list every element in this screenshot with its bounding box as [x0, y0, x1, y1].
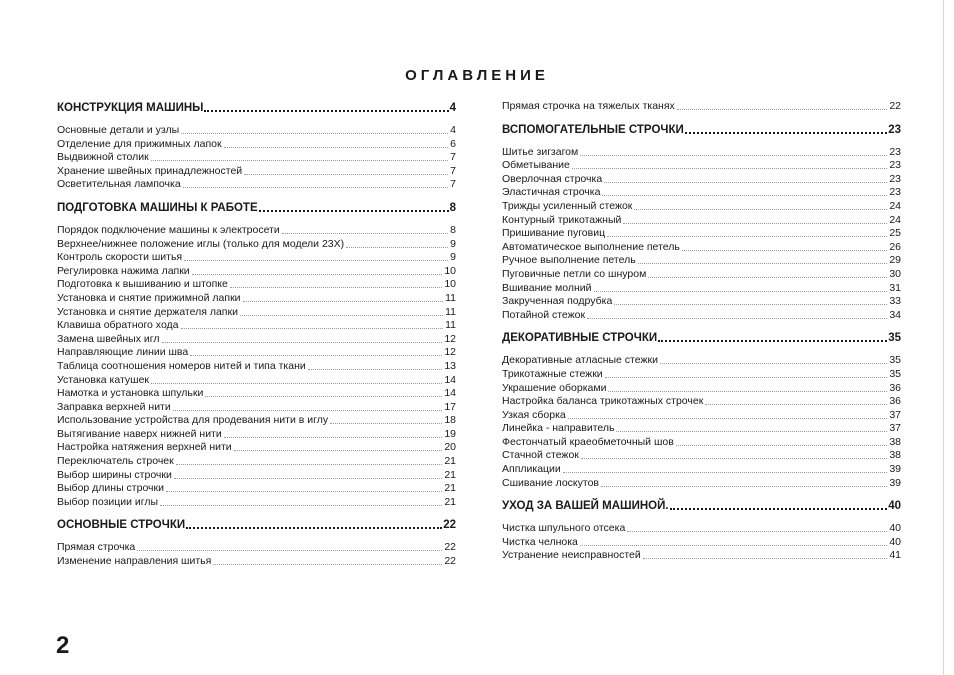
- toc-entry-page: 31: [889, 281, 901, 294]
- toc-entry-page: 6: [450, 137, 456, 150]
- toc-entry-page: 18: [444, 414, 456, 427]
- toc-entry-title: Декоративные атласные стежки: [502, 354, 658, 367]
- toc-entry[interactable]: [57, 360, 456, 374]
- toc-entry-page: 25: [889, 227, 901, 240]
- toc-entry-title: Трикотажные стежки: [502, 367, 603, 380]
- toc-entry-page: 14: [444, 373, 456, 386]
- dot-leader: [234, 441, 443, 451]
- toc-entry-page: 8: [450, 223, 456, 236]
- section-heading-title: ПОДГОТОВКА МАШИНЫ К РАБОТЕ: [57, 201, 258, 214]
- dot-leader: [676, 436, 888, 446]
- toc-entry-page: 11: [445, 291, 456, 304]
- toc-section: [57, 100, 456, 192]
- toc-entry[interactable]: [502, 522, 901, 536]
- toc-entry-title: Узкая сборка: [502, 408, 566, 421]
- toc-entry-page: 11: [445, 305, 456, 318]
- dot-leader: [682, 241, 887, 251]
- dot-leader: [166, 482, 442, 492]
- toc-entry[interactable]: [57, 306, 456, 320]
- toc-entry-page: 39: [889, 476, 901, 489]
- toc-entry-title: Сшивание лоскутов: [502, 476, 599, 489]
- toc-section-heading[interactable]: [57, 200, 456, 216]
- toc-section-heading[interactable]: [57, 517, 456, 533]
- toc-entry-title: Украшение оборками: [502, 381, 607, 394]
- toc-section: [502, 498, 901, 563]
- toc-entry[interactable]: [502, 309, 901, 323]
- dot-leader: [643, 549, 888, 559]
- toc-entry[interactable]: [57, 278, 456, 292]
- dot-leader: [605, 368, 888, 378]
- toc-entry-title: Устранение неисправностей: [502, 549, 641, 562]
- toc-entry[interactable]: [57, 265, 456, 279]
- toc-entry-title: Порядок подключение машины к электросети: [57, 223, 280, 236]
- dot-leader: [230, 278, 442, 288]
- section-gap: [502, 322, 901, 330]
- toc-entry-title: Контроль скорости шитья: [57, 251, 183, 264]
- toc-entry-title: Верхнее/нижнее положение иглы (только для модели 23Х): [57, 237, 345, 250]
- toc-entry-page: 4: [450, 124, 456, 136]
- toc-entry-title: Шитье зигзагом: [502, 145, 579, 158]
- dot-leader: [160, 496, 442, 506]
- dot-leader: [602, 186, 887, 196]
- toc-entry[interactable]: [57, 333, 456, 347]
- toc-entry-title: Обметывание: [502, 159, 570, 172]
- toc-entry[interactable]: [57, 319, 456, 333]
- dot-leader: [240, 306, 443, 316]
- dot-leader: [587, 309, 887, 319]
- dot-leader: [151, 374, 442, 384]
- toc-entry-page: 22: [889, 100, 901, 112]
- toc-entry-page: 40: [889, 522, 901, 535]
- dot-leader: [607, 227, 887, 237]
- toc-entry[interactable]: [502, 436, 901, 450]
- toc-entry-page: 36: [889, 381, 901, 394]
- dot-leader: [580, 146, 887, 156]
- toc-entry-title: Оверлочная строчка: [502, 172, 603, 185]
- toc-section-heading[interactable]: [502, 498, 901, 514]
- toc-entry-page: 29: [889, 254, 901, 267]
- dot-leader: [243, 292, 444, 302]
- toc-entry[interactable]: [57, 387, 456, 401]
- dot-leader: [580, 536, 887, 546]
- toc-entry-title: Потайной стежок: [502, 308, 586, 321]
- toc-entry[interactable]: [57, 224, 456, 238]
- toc-entry[interactable]: [502, 549, 901, 563]
- dot-leader: [623, 214, 887, 224]
- dot-leader: [614, 295, 887, 305]
- dot-leader: [604, 173, 887, 183]
- toc-entry-title: Установка и снятие прижимной лапки: [57, 291, 241, 304]
- toc-entry-title: Отделение для прижимных лапок: [57, 137, 222, 150]
- dot-leader: [181, 319, 444, 329]
- toc-entry-page: 11: [445, 319, 456, 332]
- dot-leader: [244, 165, 448, 175]
- toc-section: [502, 330, 901, 490]
- toc-entry-page: 38: [889, 435, 901, 448]
- toc-entry-title: Установка и снятие держателя лапки: [57, 305, 238, 318]
- toc-left-column: [57, 100, 456, 569]
- toc-entry-title: Намотка и установка шпульки: [57, 387, 204, 400]
- toc-entry-page: 9: [450, 251, 456, 264]
- dot-leader: [608, 382, 887, 392]
- toc-entry[interactable]: [502, 254, 901, 268]
- dot-leader: [162, 333, 443, 343]
- section-heading-title: КОНСТРУКЦИЯ МАШИНЫ: [57, 102, 204, 114]
- dot-leader: [594, 282, 888, 292]
- dot-leader: [183, 178, 448, 188]
- dot-leader: [685, 122, 887, 134]
- dot-leader: [151, 151, 448, 161]
- toc-entry[interactable]: [502, 282, 901, 296]
- toc-entry-title: Выбор длины строчки: [57, 482, 164, 495]
- toc-entry[interactable]: [57, 251, 456, 265]
- section-heading-title: УХОД ЗА ВАШЕЙ МАШИНОЙ.: [502, 500, 669, 513]
- toc-entry-page: 38: [889, 449, 901, 462]
- toc-entry[interactable]: [502, 241, 901, 255]
- toc-entry-page: 7: [450, 164, 456, 177]
- section-gap: [57, 192, 456, 200]
- toc-entry-page: 36: [889, 395, 901, 408]
- toc-entry-title: Чистка челнока: [502, 535, 578, 548]
- toc-entry-page: 33: [889, 295, 901, 308]
- dot-leader: [190, 346, 442, 356]
- toc-entry-title: Автоматическое выполнение петель: [502, 240, 680, 253]
- dot-leader: [705, 395, 887, 405]
- toc-entry[interactable]: [57, 238, 456, 252]
- dot-leader: [174, 469, 442, 479]
- dot-leader: [184, 251, 448, 261]
- section-heading-page: 40: [888, 500, 901, 513]
- section-heading-page: 8: [449, 201, 456, 214]
- toc-entry-page: 41: [889, 549, 901, 562]
- toc-entry-title: Стачной стежок: [502, 449, 579, 462]
- toc-entry-page: 26: [889, 240, 901, 253]
- toc-entry[interactable]: [502, 159, 901, 173]
- toc-entry[interactable]: [57, 138, 456, 152]
- toc-entry-title: Таблица соотношения номеров нитей и типа ткани: [57, 359, 306, 372]
- toc-entry-title: Изменение направления шитья: [57, 555, 212, 568]
- toc-entry[interactable]: [502, 227, 901, 241]
- toc-entry[interactable]: [502, 100, 901, 114]
- toc-entry[interactable]: [502, 354, 901, 368]
- page-title: ОГЛАВЛЕНИЕ: [405, 67, 549, 84]
- toc-entry[interactable]: [57, 165, 456, 179]
- toc-entry-page: 22: [444, 555, 456, 568]
- toc-entry-title: Прямая строчка: [57, 541, 136, 554]
- dot-leader: [137, 541, 442, 551]
- toc-entry-title: Клавиша обратного хода: [57, 319, 179, 332]
- toc-entry-page: 30: [889, 267, 901, 280]
- dot-leader: [186, 517, 442, 529]
- toc-entry-title: Использование устройства для продевания нити в иглу: [57, 414, 329, 427]
- toc-entry-title: Замена швейных игл: [57, 332, 160, 345]
- toc-entry-title: Выбор позиции иглы: [57, 495, 159, 508]
- dot-leader: [259, 200, 449, 212]
- toc-entry[interactable]: [57, 178, 456, 192]
- page-number: 2: [56, 632, 70, 659]
- dot-leader: [213, 555, 442, 565]
- toc-entry[interactable]: [57, 496, 456, 510]
- toc-entry[interactable]: [57, 292, 456, 306]
- toc-entry-title: Аппликации: [502, 463, 561, 476]
- toc-entry-title: Вытягивание наверх нижней нити: [57, 427, 222, 440]
- toc-entry[interactable]: [502, 173, 901, 187]
- toc-entry-title: Вшивание молний: [502, 281, 592, 294]
- toc-entry[interactable]: [502, 382, 901, 396]
- toc-entry-title: Прямая строчка на тяжелых тканях: [502, 100, 675, 112]
- toc-entry[interactable]: [57, 555, 456, 569]
- toc-entry-title: Чистка шпульного отсека: [502, 522, 626, 535]
- toc-entry-title: Фестончатый краеобметочный шов: [502, 435, 674, 448]
- dot-leader: [176, 455, 443, 465]
- toc-entry-page: 35: [889, 354, 901, 367]
- toc-entry-page: 23: [889, 159, 901, 172]
- toc-entry-page: 24: [889, 213, 901, 226]
- section-heading-title: ВСПОМОГАТЕЛЬНЫЕ СТРОЧКИ: [502, 123, 684, 136]
- toc-entry[interactable]: [57, 151, 456, 165]
- toc-entry-page: 7: [450, 178, 456, 191]
- toc-entry-page: 17: [444, 400, 456, 413]
- section-gap: [502, 490, 901, 498]
- toc-entry-page: 40: [889, 535, 901, 548]
- toc-entry[interactable]: [502, 536, 901, 550]
- toc-entry-page: 39: [889, 463, 901, 476]
- toc-entry[interactable]: [502, 463, 901, 477]
- toc-entry-title: Контурный трикотажный: [502, 213, 622, 226]
- toc-entry[interactable]: [57, 482, 456, 496]
- page-edge-line: [943, 0, 944, 675]
- dot-leader: [204, 100, 448, 112]
- toc-entry-page: 21: [444, 468, 456, 481]
- dot-leader: [648, 268, 887, 278]
- section-heading-title: ОСНОВНЫЕ СТРОЧКИ: [57, 519, 186, 532]
- toc-entry-page: 23: [889, 172, 901, 185]
- dot-leader: [634, 200, 887, 210]
- toc-entry[interactable]: [57, 441, 456, 455]
- toc-entry-page: 10: [444, 278, 456, 291]
- toc-entry-page: 37: [889, 422, 901, 435]
- toc-entry-page: 19: [444, 427, 456, 440]
- dot-leader: [601, 477, 887, 487]
- toc-entry-title: Хранение швейных принадлежностей: [57, 164, 243, 177]
- toc-entry-page: 20: [444, 441, 456, 454]
- section-gap: [57, 509, 456, 517]
- toc-right-column: [502, 100, 901, 563]
- toc-entry-title: Эластичная строчка: [502, 186, 601, 199]
- toc-entry-title: Закрученная подрубка: [502, 295, 613, 308]
- dot-leader: [638, 254, 888, 264]
- toc-entry[interactable]: [502, 368, 901, 382]
- toc-entry-title: Линейка - направитель: [502, 422, 615, 435]
- toc-entry[interactable]: [57, 124, 456, 138]
- dot-leader: [205, 387, 442, 397]
- toc-entry-title: Ручное выполнение петель: [502, 254, 636, 267]
- toc-entry[interactable]: [502, 449, 901, 463]
- toc-entry-page: 21: [444, 482, 456, 495]
- toc-entry-title: Регулировка нажима лапки: [57, 264, 190, 277]
- toc-entry-page: 13: [444, 359, 456, 372]
- toc-entry-title: Выдвижной столик: [57, 151, 149, 164]
- toc-entry[interactable]: [57, 469, 456, 483]
- dot-leader: [568, 409, 888, 419]
- dot-leader: [627, 522, 887, 532]
- toc-entry-page: 14: [444, 387, 456, 400]
- dot-leader: [660, 354, 887, 364]
- toc-entry-page: 12: [444, 346, 456, 359]
- toc-entry-title: Осветительная лампочка: [57, 178, 181, 191]
- toc-entry[interactable]: [502, 422, 901, 436]
- toc-entry[interactable]: [57, 455, 456, 469]
- toc-entry-page: 22: [444, 541, 456, 554]
- dot-leader: [670, 498, 888, 510]
- toc-entry-title: Установка катушек: [57, 373, 150, 386]
- toc-entry[interactable]: [502, 200, 901, 214]
- section-heading-page: 23: [888, 123, 901, 136]
- toc-entry-page: 24: [889, 199, 901, 212]
- toc-entry[interactable]: [502, 295, 901, 309]
- section-heading-title: ДЕКОРАТИВНЫЕ СТРОЧКИ: [502, 332, 658, 345]
- toc-section-heading[interactable]: [502, 122, 901, 138]
- dot-leader: [224, 428, 443, 438]
- toc-entry[interactable]: [57, 374, 456, 388]
- toc-entry[interactable]: [502, 395, 901, 409]
- dot-leader: [173, 401, 443, 411]
- toc-section: [502, 122, 901, 323]
- dot-leader: [581, 449, 887, 459]
- toc-entry-page: 10: [444, 264, 456, 277]
- toc-entry-page: 21: [444, 455, 456, 468]
- toc-entry-page: 7: [450, 151, 456, 164]
- toc-entry-page: 12: [444, 332, 456, 345]
- toc-entry[interactable]: [502, 146, 901, 160]
- toc-entry[interactable]: [502, 186, 901, 200]
- toc-entry[interactable]: [502, 409, 901, 423]
- toc-entry[interactable]: [502, 477, 901, 491]
- dot-leader: [346, 238, 448, 248]
- toc-entry-title: Заправка верхней нити: [57, 400, 171, 413]
- dot-leader: [563, 463, 888, 473]
- dot-leader: [677, 100, 888, 110]
- dot-leader: [282, 224, 448, 234]
- dot-leader: [330, 414, 442, 424]
- toc-entry-title: Основные детали и узлы: [57, 124, 180, 136]
- toc-entry-title: Пуговичные петли со шнуром: [502, 267, 647, 280]
- toc-entry-page: 9: [450, 237, 456, 250]
- toc-section: [57, 200, 456, 509]
- dot-leader: [192, 265, 443, 275]
- toc-entry-title: Выбор ширины строчки: [57, 468, 172, 481]
- toc-entry-title: Переключатель строчек: [57, 455, 174, 468]
- section-heading-page: 4: [449, 102, 456, 114]
- dot-leader: [308, 360, 443, 370]
- toc-entry[interactable]: [502, 214, 901, 228]
- toc-entry-page: 23: [889, 186, 901, 199]
- toc-section-heading[interactable]: [502, 330, 901, 346]
- toc-entry-title: Пришивание пуговиц: [502, 227, 606, 240]
- toc-entry[interactable]: [57, 401, 456, 415]
- toc-entry-page: 34: [889, 308, 901, 321]
- toc-entry-title: Трижды усиленный стежок: [502, 199, 633, 212]
- section-heading-page: 35: [888, 332, 901, 345]
- toc-entry-title: Настройка натяжения верхней нити: [57, 441, 232, 454]
- toc-entry[interactable]: [57, 346, 456, 360]
- dot-leader: [658, 330, 887, 342]
- toc-entry-page: 21: [444, 495, 456, 508]
- dot-leader: [181, 124, 448, 134]
- toc-entry-page: 23: [889, 145, 901, 158]
- toc-entry[interactable]: [502, 268, 901, 282]
- section-heading-page: 22: [443, 519, 456, 532]
- toc-section: [57, 517, 456, 568]
- toc-entry-page: 37: [889, 408, 901, 421]
- dot-leader: [224, 138, 449, 148]
- toc-entry-page: 35: [889, 367, 901, 380]
- toc-entry-title: Направляющие линии шва: [57, 346, 189, 359]
- section-gap: [502, 114, 901, 122]
- toc-entry-title: Подготовка к вышиванию и штопке: [57, 278, 228, 291]
- toc-entry[interactable]: [57, 541, 456, 555]
- toc-section-heading[interactable]: [57, 100, 456, 116]
- dot-leader: [616, 422, 887, 432]
- toc-entry-title: Настройка баланса трикотажных строчек: [502, 395, 704, 408]
- toc-entry[interactable]: [57, 414, 456, 428]
- dot-leader: [572, 159, 887, 169]
- toc-entry[interactable]: [57, 428, 456, 442]
